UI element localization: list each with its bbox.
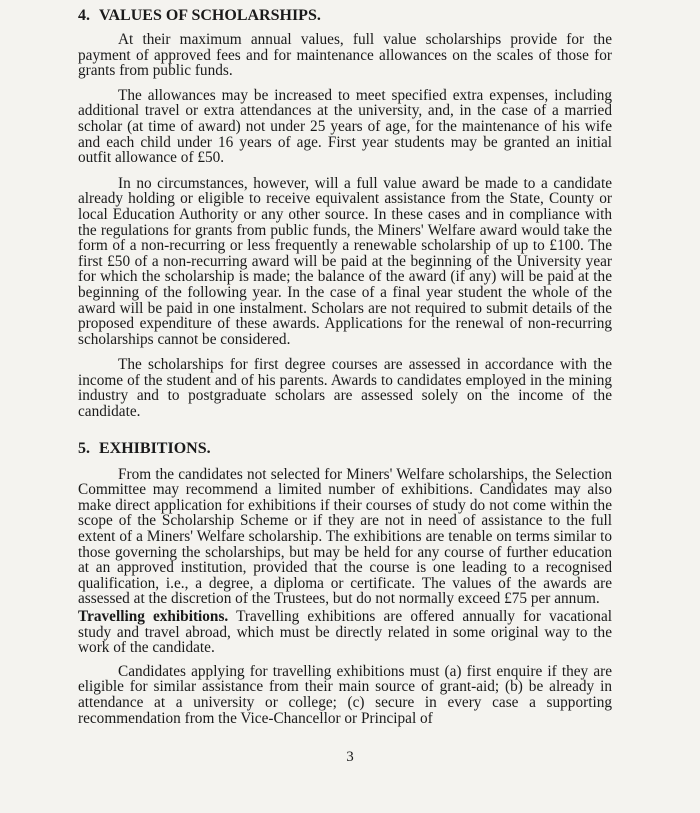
travelling-exhibitions-text: Travelling exhibitions are offered annually for vacational study and travel abroad, which must be directly related in some original way to the work of the candidate. [78, 608, 612, 657]
section-4-paragraph-4: The scholarships for first degree courses are assessed in accordance with the income of the student and of his parents. Awards to candidates employed in the mining industry and to postgraduate scholars are assessed solely on the income of the candidate. [78, 356, 612, 421]
section-5-paragraph-3: Candidates applying for travelling exhibitions must (a) first enquire if they are eligible for similar assistance from their main source of grant-aid; (b) be already in attendance at a university or college; (c) secure in every case a supporting recommendation from the Vice-Chancellor or Principal of [78, 662, 612, 727]
page-number: 3 [346, 749, 354, 765]
section-4-number: 4. [78, 7, 90, 24]
section-4-paragraph-1: At their maximum annual values, full value scholarships provide for the payment of approved fees and for maintenance allowances on the scales of those for grants from public funds. [78, 31, 612, 80]
section-5-heading [78, 439, 612, 458]
section-5-title: EXHIBITIONS. [99, 439, 211, 457]
travelling-exhibitions-lead: Travelling exhibitions. [78, 608, 229, 625]
section-5-number: 5. [78, 439, 90, 457]
page-content [78, 6, 612, 726]
travelling-exhibitions-paragraph [78, 609, 612, 656]
section-4-paragraph-2: The allowances may be increased to meet specified extra expenses, including additional travel or extra attendances at the university, and, in the case of a married scholar (at time of award) not under 25 years of age, for the maintenance of his wife and each child under 16 years of age. First year students may be granted an initial outfit allowance of £50. [78, 86, 612, 167]
section-4-paragraph-3: In no circumstances, however, will a full value award be made to a candidate already holding or eligible to receive equivalent assistance from the State, County or local Education Authority or any other source. In these cases and in compliance with the regulations for grants from public funds, the Miners' Welfare award would take the form of a non-recurring or less frequently a renewable scholarship of up to £100. The first £50 of a non-recurring award will be paid at the beginning of the University year for which the scholarship is made; the balance of the award (if any) will be paid at the beginning of the following year. In the case of a final year student the whole of the award will be paid in one instalment. Scholars are not required to submit details of the proposed expenditure of these awards. Applications for the renewal of non-recurring scholarships cannot be considered. [78, 174, 612, 348]
section-4-heading [78, 6, 612, 25]
section-4-title: VALUES OF SCHOLARSHIPS. [99, 7, 321, 24]
section-5-paragraph-1: From the candidates not selected for Miners' Welfare scholarships, the Selection Committee may recommend a limited number of exhibitions. Candidates may also make direct application for exhibitions if their courses of study do not come within the scope of the Scholarship Scheme or if they are not in need of assistance to the full extent of a Miners' Welfare scholarship. The exhibitions are tenable on terms similar to those governing the scholarships, but may be held for any course of further education at an approved institution, provided that the course is one leading to a recognised qualification, i.e., a degree, a diploma or certificate. The values of the awards are assessed at the discretion of the Trustees, but do not normally exceed £75 per annum. [78, 465, 612, 608]
